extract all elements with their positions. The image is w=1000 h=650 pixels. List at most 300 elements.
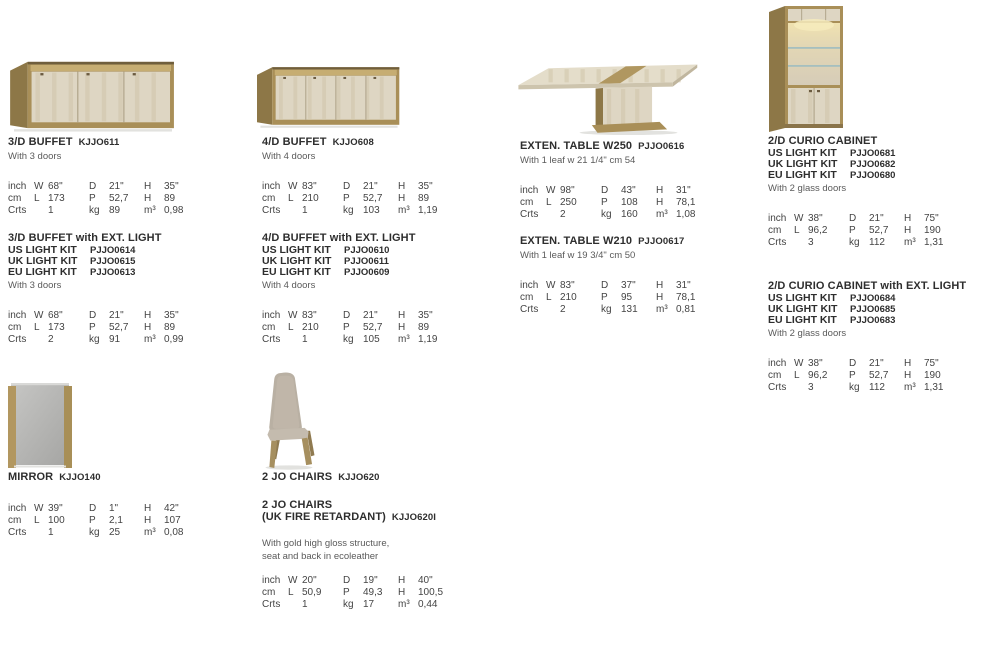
spec-value: 173 (48, 322, 65, 334)
spec-value: 100 (48, 514, 65, 526)
spec-value: 160 (621, 209, 638, 221)
spec-row (520, 304, 758, 316)
spec-value: 89 (164, 322, 176, 334)
spec-unit: D (849, 213, 857, 224)
spec-unit: kg (849, 382, 860, 394)
kit-code: PJJO0614 (90, 244, 136, 256)
spec-value: 1" (109, 502, 119, 514)
spec-unit: P (89, 322, 96, 334)
kit-label: UK LIGHT KIT (8, 254, 78, 267)
spec-row (262, 181, 500, 193)
spec-unit: cm (262, 193, 276, 205)
spec-unit: L (794, 225, 800, 237)
kit-code: PJJO0609 (344, 266, 390, 278)
spec-value: 78,1 (676, 197, 696, 209)
product-block (262, 233, 500, 347)
spec-unit: L (34, 193, 40, 205)
spec-unit: kg (343, 599, 354, 611)
spec-unit: Crts (768, 237, 787, 249)
spec-value: 21" (109, 181, 124, 192)
spec-value: 35" (164, 181, 179, 192)
spec-unit: m³ (904, 237, 916, 249)
product-note: With 3 doors (8, 150, 62, 162)
spec-unit (794, 382, 808, 394)
product-block (262, 137, 500, 218)
product-name: 2/D CURIO CABINET (768, 135, 878, 147)
spec-value: 68" (48, 181, 63, 192)
spec-row (262, 575, 500, 587)
product-title (262, 137, 500, 149)
spec-unit: L (288, 322, 294, 334)
spec-unit: Crts (262, 334, 281, 346)
spec-unit: cm (8, 193, 22, 205)
spec-table (262, 181, 500, 218)
spec-value: 131 (621, 304, 638, 316)
spec-unit: W (288, 310, 298, 321)
spec-row (262, 310, 500, 322)
spec-row (262, 322, 500, 334)
spec-unit: D (89, 502, 97, 514)
spec-value: 1,31 (924, 237, 944, 249)
spec-unit: H (398, 587, 406, 599)
spec-unit: D (601, 280, 609, 291)
spec-unit: P (343, 193, 350, 205)
spec-unit: Crts (8, 205, 27, 217)
product-name: EXTEN. TABLE W210 (520, 235, 633, 247)
spec-unit: D (343, 310, 351, 321)
spec-unit: Crts (520, 209, 539, 221)
spec-value: 1,31 (924, 382, 944, 394)
spec-value: 0,44 (418, 599, 438, 611)
spec-value: 91 (109, 334, 121, 346)
product-name: 4/D BUFFET with EXT. LIGHT (262, 232, 416, 244)
spec-unit: m³ (398, 599, 410, 611)
spec-unit: kg (89, 205, 100, 217)
spec-unit: D (89, 181, 97, 192)
spec-row (8, 322, 246, 334)
spec-row (768, 382, 1000, 394)
spec-value: 31" (676, 280, 691, 291)
spec-unit: H (398, 310, 406, 321)
spec-unit: Crts (262, 205, 281, 217)
spec-unit: P (601, 197, 608, 209)
spec-value: 52,7 (869, 370, 889, 382)
spec-unit: m³ (144, 526, 156, 538)
spec-value: 100,5 (418, 587, 444, 599)
spec-unit: cm (768, 370, 782, 382)
spec-row (768, 237, 1000, 249)
spec-value: 1,19 (418, 205, 438, 217)
spec-unit (34, 527, 48, 539)
spec-value: 210 (560, 292, 577, 304)
light-kit-line (262, 256, 500, 267)
spec-value: 2 (560, 209, 566, 221)
spec-value: 0,08 (164, 526, 184, 538)
spec-row (8, 310, 246, 322)
spec-unit: inch (520, 280, 539, 291)
spec-unit: P (849, 370, 856, 382)
spec-unit: H (904, 213, 912, 224)
product-block (520, 236, 758, 317)
product-block (8, 472, 246, 539)
spec-value: 2,1 (109, 514, 123, 526)
spec-table (768, 213, 1000, 250)
product-name: MIRROR (8, 471, 54, 483)
spec-unit (546, 209, 560, 221)
spec-value: 35" (164, 310, 179, 321)
product-name: 2 JO CHAIRS (262, 499, 333, 511)
spec-unit: P (601, 292, 608, 304)
spec-unit: m³ (904, 382, 916, 394)
light-kit-line (768, 315, 1000, 326)
spec-unit: L (794, 370, 800, 382)
spec-row (520, 197, 758, 209)
product-code: PJJO0616 (638, 141, 685, 152)
spec-row (520, 280, 758, 292)
spec-value: 0,98 (164, 205, 184, 217)
spec-value: 0,99 (164, 334, 184, 346)
spec-value: 31" (676, 185, 691, 196)
product-title (8, 137, 246, 149)
spec-unit: kg (343, 205, 354, 217)
spec-unit: W (288, 181, 298, 192)
spec-unit: W (546, 280, 556, 291)
spec-unit: cm (520, 197, 534, 209)
spec-unit: P (343, 322, 350, 334)
spec-unit (288, 334, 302, 346)
kit-code: PJJO0682 (850, 158, 896, 170)
spec-unit: inch (768, 213, 787, 224)
product-title-line2 (262, 512, 500, 524)
kit-label: EU LIGHT KIT (768, 168, 837, 181)
spec-unit: inch (8, 310, 27, 321)
spec-value: 107 (164, 514, 181, 526)
kit-code: PJJO0615 (90, 255, 136, 267)
product-name: 4/D BUFFET (262, 136, 327, 148)
spec-value: 1 (302, 205, 308, 217)
spec-unit: H (144, 514, 152, 526)
spec-value: 52,7 (109, 322, 129, 334)
spec-unit: D (343, 575, 351, 586)
spec-unit (546, 304, 560, 316)
spec-unit: kg (89, 334, 100, 346)
spec-value: 89 (109, 205, 121, 217)
spec-row (8, 515, 246, 527)
spec-value: 1 (302, 334, 308, 346)
spec-unit: H (904, 370, 912, 382)
product-title (262, 233, 500, 245)
product-note-line: seat and back in ecoleather (262, 550, 379, 562)
kit-label: US LIGHT KIT (262, 243, 331, 256)
spec-unit: L (288, 193, 294, 205)
spec-value: 52,7 (363, 322, 383, 334)
extension-table-image (506, 56, 704, 136)
kit-label: EU LIGHT KIT (768, 313, 837, 326)
spec-row (262, 193, 500, 205)
product-title (8, 472, 246, 484)
product-name-suffix: (UK FIRE RETARDANT) (262, 510, 386, 523)
mirror-image (8, 380, 72, 468)
spec-unit: kg (601, 304, 612, 316)
spec-unit: kg (849, 237, 860, 249)
spec-row (262, 587, 500, 599)
spec-value: 25 (109, 526, 121, 538)
spec-table (520, 185, 758, 222)
spec-table (768, 358, 1000, 395)
product-note: With 1 leaf w 21 1/4" cm 54 (520, 154, 636, 166)
spec-unit: cm (8, 514, 22, 526)
spec-value: 52,7 (363, 193, 383, 205)
spec-row (8, 334, 246, 346)
spec-unit: inch (8, 502, 27, 514)
spec-table (8, 503, 246, 540)
spec-unit (794, 237, 808, 249)
product-block (520, 141, 758, 222)
spec-row (8, 205, 246, 217)
spec-value: 17 (363, 599, 375, 611)
product-block (768, 281, 1000, 395)
spec-value: 98" (560, 185, 575, 196)
spec-unit: cm (520, 292, 534, 304)
spec-value: 21" (869, 213, 884, 224)
spec-unit: inch (262, 310, 281, 321)
spec-row (8, 181, 246, 193)
spec-unit: D (89, 310, 97, 321)
spec-unit: L (34, 514, 40, 526)
spec-row (262, 334, 500, 346)
spec-unit: H (144, 310, 152, 321)
product-name: 3/D BUFFET (8, 136, 73, 148)
spec-unit: H (656, 185, 664, 196)
spec-unit: cm (262, 322, 276, 334)
product-code: KJJO620I (391, 511, 437, 523)
spec-value: 83" (302, 181, 317, 192)
spec-unit: Crts (768, 382, 787, 394)
spec-unit: P (89, 514, 96, 526)
spec-value: 112 (869, 237, 885, 249)
spec-unit: H (656, 292, 664, 304)
spec-unit: inch (262, 181, 281, 192)
product-code: KJJO611 (78, 137, 120, 148)
spec-table (520, 280, 758, 317)
product-title (262, 472, 500, 484)
product-name: 2/D CURIO CABINET with EXT. LIGHT (768, 280, 967, 292)
kit-code: PJJO0685 (850, 303, 896, 315)
kit-label: UK LIGHT KIT (768, 157, 838, 170)
spec-unit: L (288, 587, 294, 599)
spec-value: 35" (418, 310, 433, 321)
spec-unit: W (794, 358, 804, 369)
spec-unit: H (144, 181, 152, 192)
spec-unit: D (343, 181, 351, 192)
spec-unit (34, 205, 48, 217)
spec-value: 37" (621, 280, 636, 291)
product-title (768, 136, 1000, 148)
spec-row (520, 209, 758, 221)
spec-unit (288, 599, 302, 611)
kit-code: PJJO0611 (344, 255, 389, 267)
product-title (520, 236, 758, 248)
spec-value: 210 (302, 322, 319, 334)
spec-row (768, 370, 1000, 382)
spec-unit: H (144, 322, 152, 334)
spec-unit: W (546, 185, 556, 196)
product-name: EXTEN. TABLE W250 (520, 140, 633, 152)
product-note: With 4 doors (262, 279, 316, 291)
spec-unit: H (398, 322, 406, 334)
spec-value: 95 (621, 292, 633, 304)
spec-value: 38" (808, 358, 823, 369)
spec-unit: kg (343, 334, 354, 346)
light-kit-line (768, 159, 1000, 170)
product-note-line: With gold high gloss structure, (262, 538, 390, 549)
spec-unit: P (343, 587, 350, 599)
kit-label: UK LIGHT KIT (262, 254, 332, 267)
spec-unit: D (849, 358, 857, 369)
product-title (8, 233, 246, 245)
spec-value: 105 (363, 334, 380, 346)
spec-value: 250 (560, 197, 577, 209)
spec-unit: Crts (8, 334, 27, 346)
spec-value: 103 (363, 205, 380, 217)
spec-value: 75" (924, 213, 939, 224)
spec-row (768, 358, 1000, 370)
product-note: With 3 doors (8, 279, 62, 291)
chair-image (256, 370, 322, 470)
spec-value: 0,81 (676, 304, 696, 316)
kit-code: PJJO0680 (850, 169, 896, 181)
light-kit-line (8, 256, 246, 267)
product-code: KJJO608 (332, 137, 374, 148)
spec-row (8, 193, 246, 205)
spec-unit: P (89, 193, 96, 205)
kit-label: US LIGHT KIT (768, 291, 837, 304)
spec-value: 89 (418, 193, 430, 205)
spec-unit: Crts (262, 599, 281, 611)
spec-value: 21" (363, 181, 378, 192)
spec-value: 20" (302, 575, 317, 586)
spec-value: 96,2 (808, 370, 828, 382)
spec-value: 1 (48, 205, 54, 217)
spec-row (520, 292, 758, 304)
light-kit-line (8, 245, 246, 256)
kit-code: PJJO0684 (850, 292, 896, 304)
product-code: PJJO0617 (638, 236, 685, 247)
spec-unit: inch (262, 575, 281, 586)
spec-unit: inch (8, 181, 27, 192)
kit-label: US LIGHT KIT (8, 243, 77, 256)
spec-unit: m³ (144, 334, 156, 346)
spec-row (768, 225, 1000, 237)
spec-value: 190 (924, 370, 941, 382)
kit-label: UK LIGHT KIT (768, 302, 838, 315)
spec-unit: inch (768, 358, 787, 369)
spec-value: 50,9 (302, 587, 322, 599)
spec-unit: H (144, 502, 152, 514)
spec-unit: H (904, 358, 912, 369)
spec-unit: L (546, 292, 552, 304)
spec-value: 21" (363, 310, 378, 321)
spec-value: 1 (302, 599, 308, 611)
buffet-4-door-image (257, 60, 401, 132)
spec-value: 78,1 (676, 292, 696, 304)
product-block (768, 136, 1000, 250)
spec-value: 35" (418, 181, 433, 192)
spec-unit: D (601, 185, 609, 196)
spec-unit: H (398, 575, 406, 586)
light-kit-line (8, 267, 246, 278)
spec-unit: P (849, 225, 856, 237)
spec-value: 49,3 (363, 587, 383, 599)
spec-value: 190 (924, 225, 941, 237)
product-title (520, 141, 758, 153)
spec-value: 19" (363, 575, 378, 586)
spec-unit: H (398, 181, 406, 192)
spec-value: 1,08 (676, 209, 696, 221)
spec-unit: kg (89, 526, 100, 538)
kit-code: PJJO0683 (850, 314, 896, 326)
kit-code: PJJO0610 (344, 244, 390, 256)
spec-unit: W (34, 502, 44, 514)
spec-unit: m³ (144, 205, 156, 217)
spec-value: 42" (164, 502, 179, 514)
spec-unit: m³ (656, 304, 668, 316)
spec-value: 2 (560, 304, 566, 316)
spec-value: 39" (48, 502, 63, 514)
spec-value: 40" (418, 575, 433, 586)
spec-value: 108 (621, 197, 638, 209)
kit-code: PJJO0681 (850, 147, 896, 159)
spec-value: 21" (109, 310, 124, 321)
kit-label: US LIGHT KIT (768, 146, 837, 159)
product-block (262, 500, 500, 612)
spec-value: 75" (924, 358, 939, 369)
spec-row (8, 527, 246, 539)
light-kit-line (768, 170, 1000, 181)
spec-value: 68" (48, 310, 63, 321)
spec-unit: Crts (8, 526, 27, 538)
spec-unit: cm (768, 225, 782, 237)
spec-unit: W (34, 310, 44, 321)
spec-unit (288, 205, 302, 217)
spec-value: 83" (560, 280, 575, 291)
kit-label: EU LIGHT KIT (262, 265, 331, 278)
light-kit-line (768, 293, 1000, 304)
spec-value: 1 (48, 526, 54, 538)
product-name: 2 JO CHAIRS (262, 471, 333, 483)
light-kit-line (262, 267, 500, 278)
product-note: With 2 glass doors (768, 327, 847, 339)
spec-row (262, 599, 500, 611)
spec-unit: inch (520, 185, 539, 196)
kit-code: PJJO0613 (90, 266, 136, 278)
spec-value: 2 (48, 334, 54, 346)
spec-unit (34, 334, 48, 346)
spec-value: 89 (418, 322, 430, 334)
spec-value: 1,19 (418, 334, 438, 346)
spec-unit: H (398, 193, 406, 205)
product-code: KJJO620 (338, 472, 380, 483)
product-note: With 2 glass doors (768, 182, 847, 194)
spec-unit: W (34, 181, 44, 192)
spec-unit: W (288, 575, 298, 586)
spec-unit: H (656, 197, 664, 209)
spec-unit: W (794, 213, 804, 224)
product-code: KJJO140 (59, 472, 101, 483)
spec-unit: Crts (520, 304, 539, 316)
spec-value: 173 (48, 193, 65, 205)
product-note: With 1 leaf w 19 3/4" cm 50 (520, 249, 636, 261)
